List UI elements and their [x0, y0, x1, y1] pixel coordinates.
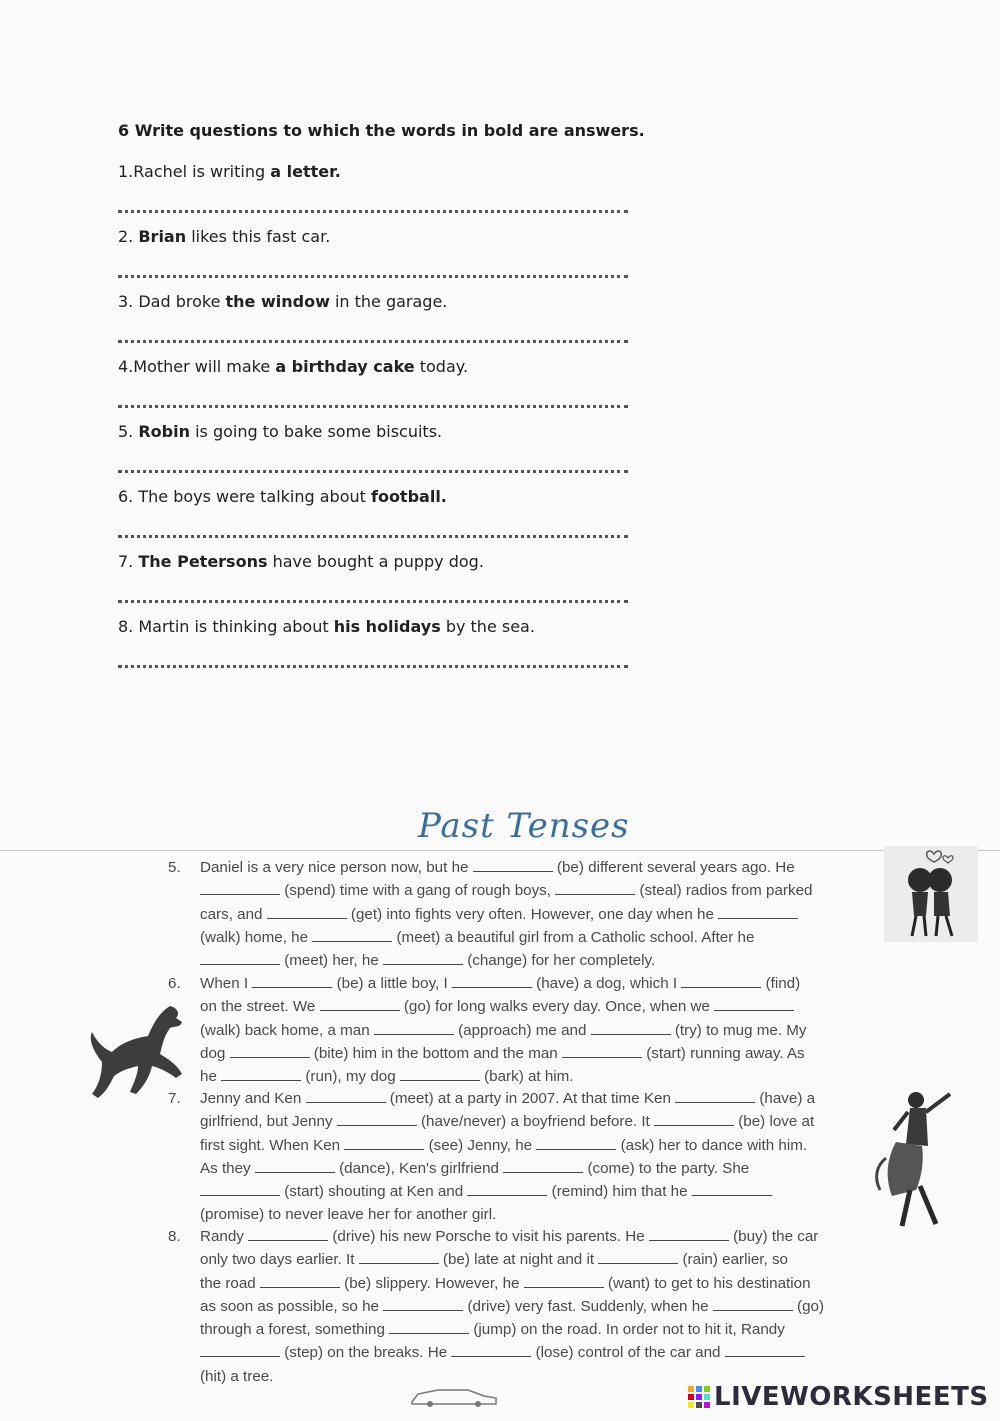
exercise-segment: (be) a little boy, I — [332, 975, 452, 992]
exercise-segment: (get) into fights very often. However, one day when he — [346, 905, 719, 923]
question-text: 3. Dad broke — [118, 292, 226, 311]
dancing-couple-icon — [866, 1086, 962, 1232]
exercise-segment: When I — [200, 975, 253, 992]
verb-blank[interactable] — [389, 1319, 469, 1334]
exercise-line — [200, 995, 888, 1018]
exercise-segment: (want) to get to his destination — [603, 1274, 811, 1292]
answer-line[interactable] — [118, 588, 628, 603]
exercise-segment: (be) slippery. However, he — [339, 1274, 524, 1292]
verb-blank[interactable] — [260, 1273, 340, 1288]
exercise-segment: (be) love at — [734, 1113, 815, 1131]
question-text: 8. Martin is thinking about — [118, 617, 334, 636]
exercise-segment: he — [200, 1068, 222, 1086]
exercise-segment: As they — [200, 1159, 255, 1177]
verb-blank[interactable] — [681, 973, 761, 988]
exercise-line — [200, 949, 888, 972]
question-bold-answer: a letter. — [270, 162, 341, 181]
exercise-line — [200, 1134, 888, 1157]
exercise-number: 5. — [168, 859, 181, 876]
verb-blank[interactable] — [503, 1158, 583, 1173]
verb-blank[interactable] — [312, 927, 392, 942]
verb-blank[interactable] — [591, 1020, 671, 1035]
exercise-line — [200, 879, 888, 902]
verb-blank[interactable] — [725, 1342, 805, 1357]
exercise-line — [200, 1019, 888, 1042]
exercise-text — [200, 1225, 888, 1388]
question-3 — [118, 290, 678, 314]
exercise-segment: (try) to mug me. My — [670, 1021, 807, 1039]
question-7 — [118, 550, 678, 574]
exercise-segment: Daniel is a very nice person now, but he — [200, 859, 473, 876]
question-1 — [118, 160, 678, 184]
verb-blank[interactable] — [200, 880, 280, 895]
exercise-segment: (rain) earlier, so — [678, 1251, 789, 1269]
exercise-6 — [168, 972, 888, 1088]
verb-blank[interactable] — [536, 1135, 616, 1150]
exercise-segment: (see) Jenny, he — [424, 1136, 537, 1154]
verb-blank[interactable] — [255, 1158, 335, 1173]
question-bold-answer: a birthday cake — [275, 357, 415, 376]
verb-blank[interactable] — [451, 1342, 531, 1357]
question-text-end: by the sea. — [440, 617, 535, 636]
question-4 — [118, 355, 678, 379]
liveworksheets-logo-icon — [688, 1384, 710, 1410]
exercise-number: 6. — [168, 975, 181, 992]
exercise-segment: (spend) time with a gang of rough boys, — [280, 882, 556, 900]
verb-blank[interactable] — [383, 1296, 463, 1311]
exercise-segment: (drive) very fast. Suddenly, when he — [463, 1297, 713, 1315]
exercise-segment: (steal) radios from parked — [635, 882, 813, 900]
answer-line[interactable] — [118, 263, 628, 278]
exercise-segment: (approach) me and — [453, 1021, 591, 1039]
exercise-segment: (walk) back home, a man — [200, 1021, 374, 1039]
verb-blank[interactable] — [200, 1342, 280, 1357]
exercise-segment: dog — [200, 1044, 230, 1062]
exercise-segment: (have) a dog, which I — [531, 975, 682, 992]
exercise-segment: on the street. We — [200, 998, 320, 1016]
question-bold-answer: Robin — [138, 422, 190, 441]
section-divider — [0, 850, 1000, 851]
exercise-segment: (lose) control of the car and — [531, 1344, 725, 1362]
car-sketch-icon — [408, 1384, 500, 1408]
exercise-segment: Randy — [200, 1228, 249, 1245]
exercise-line — [200, 856, 888, 879]
exercise-segment: (have) a — [755, 1090, 816, 1107]
exercise-segment: (buy) the car — [728, 1228, 819, 1245]
exercise-text — [200, 1087, 888, 1227]
exercise-segment: (jump) on the road. In order not to hit it, Randy — [469, 1321, 785, 1339]
exercise-segment: (step) on the breaks. He — [280, 1344, 452, 1362]
answer-line[interactable] — [118, 198, 628, 213]
verb-blank[interactable] — [306, 1088, 386, 1103]
question-5 — [118, 420, 678, 444]
exercise-segment: as soon as possible, so he — [200, 1297, 384, 1315]
exercise-segment: (drive) his new Porsche to visit his parents. He — [328, 1228, 649, 1245]
exercise-line — [200, 903, 888, 926]
exercise-6-heading: 6 Write questions to which the words in bold are answers. — [118, 121, 645, 140]
answer-line[interactable] — [118, 458, 628, 473]
exercise-line — [200, 1180, 888, 1203]
verb-blank[interactable] — [649, 1226, 729, 1241]
past-tenses-title: Past Tenses — [418, 806, 630, 846]
answer-line[interactable] — [118, 393, 628, 408]
verb-blank[interactable] — [252, 973, 332, 988]
exercise-segment: (find) — [761, 975, 801, 992]
exercise-segment: (meet) at a party in 2007. At that time Ken — [385, 1090, 676, 1107]
question-bold-answer: The Petersons — [138, 552, 268, 571]
question-text-end: in the garage. — [329, 292, 448, 311]
exercise-segment: first sight. When Ken — [200, 1136, 345, 1154]
exercise-8 — [168, 1225, 888, 1388]
verb-blank[interactable] — [713, 1296, 793, 1311]
verb-blank[interactable] — [692, 1181, 772, 1196]
exercise-line — [200, 1110, 888, 1133]
exercise-segment: (remind) him that he — [547, 1183, 692, 1201]
exercise-text — [200, 972, 888, 1088]
question-text-end: have bought a puppy dog. — [267, 552, 484, 571]
verb-blank[interactable] — [248, 1226, 328, 1241]
question-bold-answer: Brian — [138, 227, 187, 246]
exercise-6-section — [118, 118, 678, 668]
exercise-segment: (have/never) a boyfriend before. It — [416, 1113, 654, 1131]
exercise-line — [200, 1157, 888, 1180]
exercise-segment: (meet) a beautiful girl from a Catholic school. After he — [392, 928, 755, 946]
verb-blank[interactable] — [718, 904, 798, 919]
exercise-line — [200, 1248, 888, 1271]
question-text: 5. — [118, 422, 139, 441]
exercise-5 — [168, 856, 888, 972]
exercise-number: 8. — [168, 1228, 181, 1245]
verb-blank[interactable] — [562, 1043, 642, 1058]
verb-blank[interactable] — [400, 1066, 480, 1081]
verb-blank[interactable] — [555, 880, 635, 895]
exercise-segment: girlfriend, but Jenny — [200, 1113, 337, 1131]
exercise-text — [200, 856, 888, 972]
exercise-segment: (walk) home, he — [200, 928, 313, 946]
exercise-segment: (ask) her to dance with him. — [616, 1136, 808, 1154]
exercise-line — [200, 1295, 888, 1318]
answer-line[interactable] — [118, 523, 628, 538]
question-6 — [118, 485, 678, 509]
question-text: 2. — [118, 227, 139, 246]
exercise-segment: (dance), Ken's girlfriend — [334, 1159, 504, 1177]
verb-blank[interactable] — [452, 973, 532, 988]
answer-line[interactable] — [118, 328, 628, 343]
exercise-segment: (be) different several years ago. He — [552, 859, 795, 876]
exercise-line — [200, 1272, 888, 1295]
exercise-segment: (go) for long walks every day. Once, when we — [399, 998, 715, 1016]
kissing-couple-icon — [884, 846, 978, 942]
exercise-segment: through a forest, something — [200, 1321, 390, 1339]
exercise-line — [200, 972, 888, 995]
verb-blank[interactable] — [473, 857, 553, 872]
exercise-segment: the road — [200, 1274, 260, 1292]
question-text: 1.Rachel is writing — [118, 162, 271, 181]
question-8 — [118, 615, 678, 639]
verb-blank[interactable] — [714, 996, 794, 1011]
exercise-segment: Jenny and Ken — [200, 1090, 306, 1107]
verb-blank[interactable] — [267, 904, 347, 919]
exercise-line — [200, 926, 888, 949]
exercise-segment: (come) to the party. She — [583, 1159, 750, 1177]
verb-blank[interactable] — [337, 1111, 417, 1126]
verb-blank[interactable] — [344, 1135, 424, 1150]
exercise-segment: (promise) to never leave her for another girl. — [200, 1206, 497, 1224]
exercise-line — [200, 1203, 888, 1226]
exercise-line — [200, 1065, 888, 1088]
exercise-segment: (start) shouting at Ken and — [280, 1183, 468, 1201]
question-list — [118, 160, 678, 668]
question-text-end: is going to bake some biscuits. — [190, 422, 443, 441]
verb-blank[interactable] — [675, 1088, 755, 1103]
exercise-segment: (meet) her, he — [280, 952, 383, 970]
question-bold-answer: his holidays — [333, 617, 441, 636]
exercise-line — [200, 1341, 888, 1364]
verb-blank[interactable] — [200, 950, 280, 965]
exercise-segment: (go) — [792, 1297, 825, 1315]
exercise-line — [200, 1087, 888, 1110]
liveworksheets-logo — [688, 1382, 989, 1412]
jumping-dog-icon — [84, 996, 194, 1104]
verb-blank[interactable] — [374, 1020, 454, 1035]
exercise-segment: (run), my dog — [301, 1068, 400, 1086]
exercise-segment: only two days earlier. It — [200, 1251, 359, 1269]
verb-blank[interactable] — [524, 1273, 604, 1288]
exercise-segment: (bark) at him. — [479, 1068, 574, 1086]
question-2 — [118, 225, 678, 249]
exercise-7 — [168, 1087, 888, 1227]
verb-blank[interactable] — [598, 1249, 678, 1264]
verb-blank[interactable] — [654, 1111, 734, 1126]
exercise-line — [200, 1318, 888, 1341]
exercise-segment: (start) running away. As — [641, 1044, 805, 1062]
exercise-number: 7. — [168, 1090, 181, 1107]
liveworksheets-logo-text: LIVEWORKSHEETS — [714, 1382, 989, 1412]
exercise-segment: (bite) him in the bottom and the man — [309, 1044, 562, 1062]
question-text: 7. — [118, 552, 139, 571]
verb-blank[interactable] — [383, 950, 463, 965]
verb-blank[interactable] — [230, 1043, 310, 1058]
question-text: 6. The boys were talking about — [118, 487, 371, 506]
exercise-segment: (be) late at night and it — [438, 1251, 599, 1269]
verb-blank[interactable] — [320, 996, 400, 1011]
question-text: 4.Mother will make — [118, 357, 276, 376]
question-bold-answer: football. — [370, 487, 447, 506]
exercise-segment: (change) for her completely. — [462, 952, 656, 970]
verb-blank[interactable] — [221, 1066, 301, 1081]
exercise-line — [200, 1225, 888, 1248]
exercise-line — [200, 1042, 888, 1065]
answer-line[interactable] — [118, 653, 628, 668]
exercise-segment: cars, and — [200, 905, 267, 923]
question-bold-answer: the window — [225, 292, 330, 311]
exercise-segment: (hit) a tree. — [200, 1367, 274, 1385]
verb-blank[interactable] — [200, 1181, 280, 1196]
question-text-end: likes this fast car. — [186, 227, 331, 246]
question-text-end: today. — [414, 357, 469, 376]
verb-blank[interactable] — [359, 1249, 439, 1264]
verb-blank[interactable] — [467, 1181, 547, 1196]
